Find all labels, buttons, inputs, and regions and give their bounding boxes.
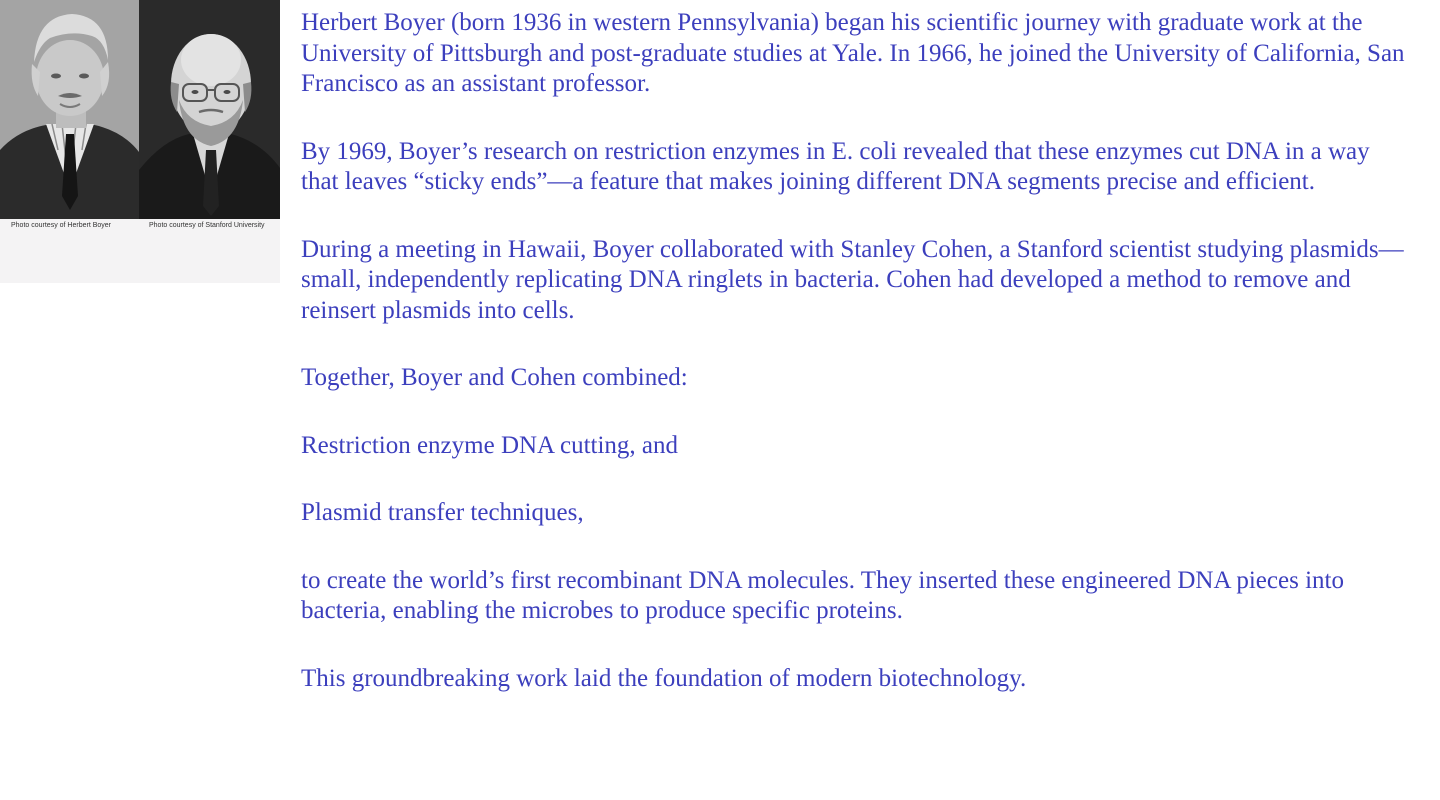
- paragraph-1: Herbert Boyer (born 1936 in western Pennsylvania) began his scientific journey with graduate work at the University of Pittsburgh and post-graduate studies at Yale. In 1966, he joined the University of California, San Francisco as an assistant professor.: [301, 9, 1405, 97]
- right-photo-caption: Photo courtesy of Stanford University: [149, 222, 265, 229]
- left-photo-caption: Photo courtesy of Herbert Boyer: [11, 222, 111, 229]
- paragraph-4: Together, Boyer and Cohen combined:: [301, 364, 688, 391]
- paragraph-8: This groundbreaking work laid the foundation of modern biotechnology.: [301, 664, 1027, 692]
- stanley-cohen-photo: [139, 0, 280, 219]
- herbert-boyer-photo: [0, 0, 139, 219]
- paragraph-2: By 1969, Boyer’s research on restriction enzymes in E. coli revealed that these enzymes cut DNA in a way that leaves “sticky ends”—a feature that makes joining different DNA segments precise and efficient.: [301, 137, 1370, 195]
- paragraph-6: Plasmid transfer techniques,: [301, 499, 584, 526]
- portrait-photos: [0, 0, 280, 283]
- paragraph-3: During a meeting in Hawaii, Boyer collaborated with Stanley Cohen, a Stanford scientist studying plasmids—small, independently replicating DNA ringlets in bacteria. Cohen had developed a method to remove and reinsert plasmids into cells.: [301, 235, 1404, 324]
- article-body: [301, 8, 1411, 731]
- paragraph-7: to create the world’s first recombinant DNA molecules. They inserted these engineered DNA pieces into bacteria, enabling the microbes to produce specific proteins.: [301, 566, 1344, 624]
- paragraph-5: Restriction enzyme DNA cutting, and: [301, 431, 679, 459]
